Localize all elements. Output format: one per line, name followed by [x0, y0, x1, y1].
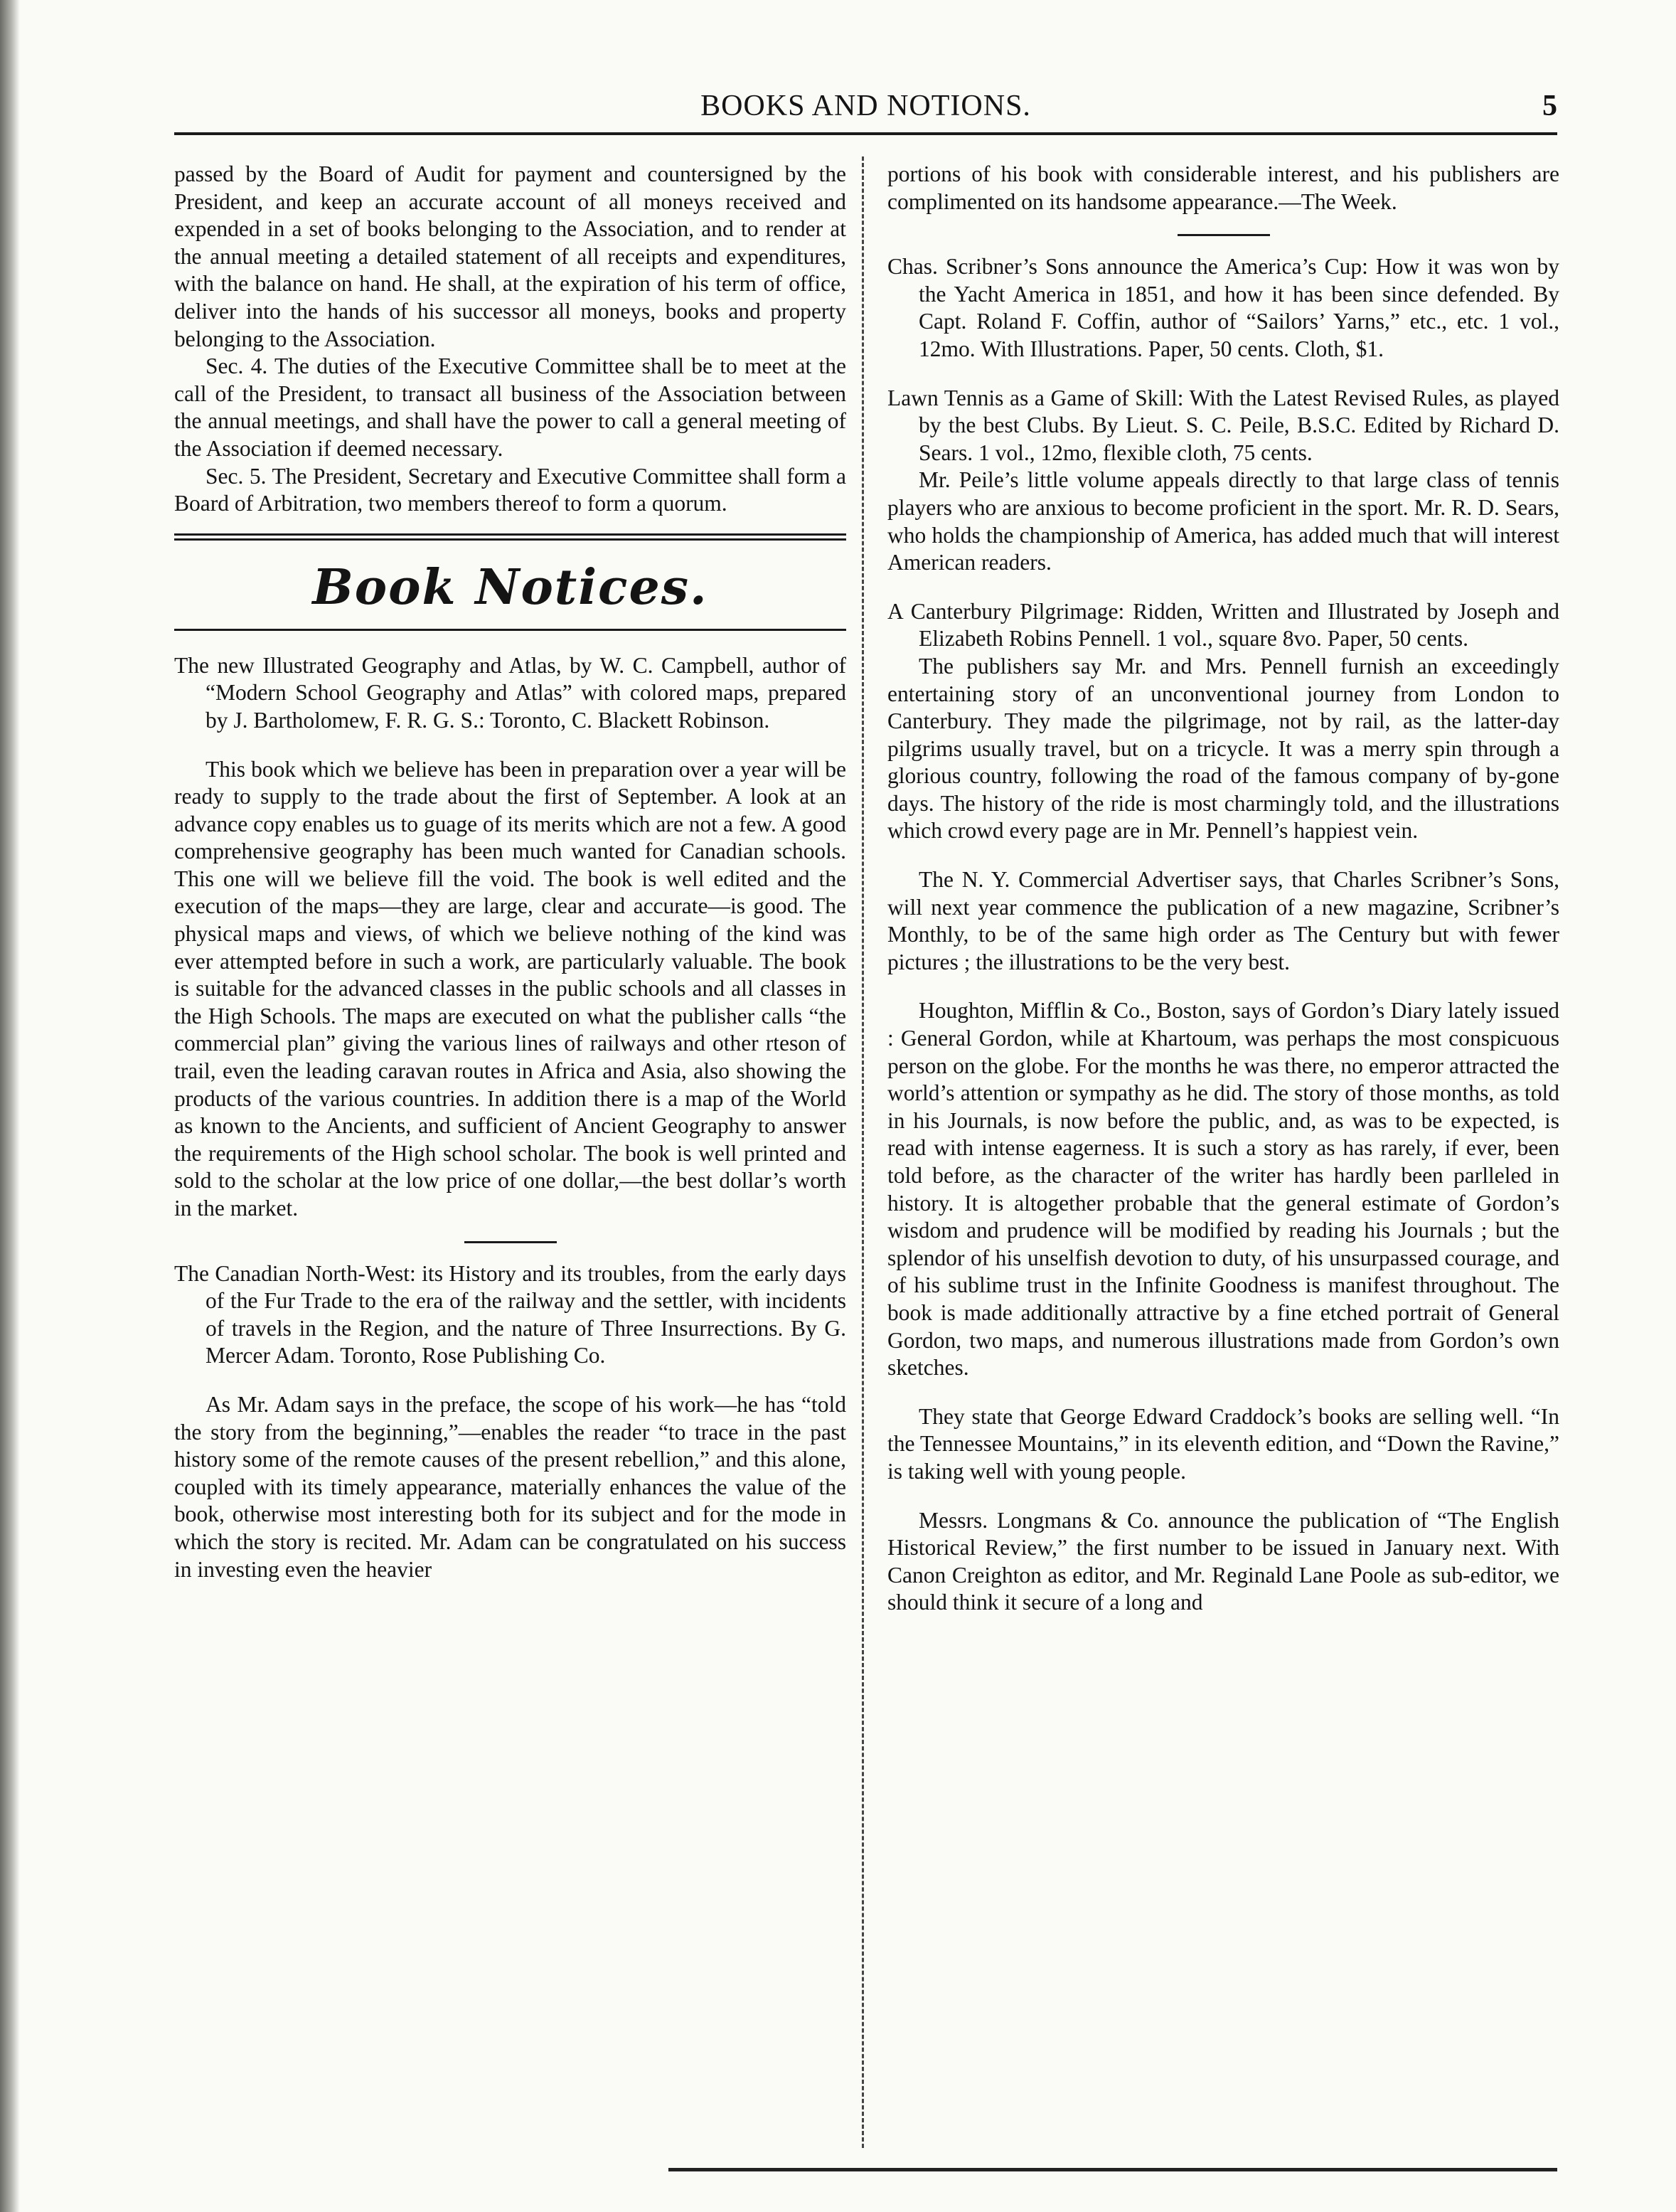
north-west-review: As Mr. Adam says in the preface, the scope of his work—he has “told the story from the beginning,”—enables the reader “to trace in the past history some of the remote causes of the present rebellion,” and this alone, coupled with its timely appearance, materially enhances the value of the book, otherwise most interesting both for its subject and for the mode in which the story is recited. Mr. Adam can be congratulated on his success in investing even the heavier: [174, 1391, 846, 1582]
geography-review: This book which we believe has been in preparation over a year will be ready to supply to the trade about the first of September. A look at an advance copy enables us to guage of its merits which are not a few. A good comprehensive geography has been much wanted for Canadian schools. This one will we believe fill the void. The book is well edited and the execution of the maps—they are large, clear and accurate—is good. The physical maps and views, of which we believe nothing of the kind was ever attempted before in such a work, are particularly valuable. The book is suitable for the advanced classes in the public schools and all classes in the High Schools. The maps are executed on what the publisher calls “the commercial plan” giving the various lines of railways and other rteson of trail, even the leading caravan routes in Africa and Asia, also showing the products of the various countries. In addition there is a map of the World as known to the Ancients, and sufficient of Ancient Geography to answer the requirements of the High school scholar. The book is well printed and sold to the scholar at the low price of one dollar,—the best dollar’s worth in the market.: [174, 756, 846, 1221]
heading-rule: [174, 629, 846, 631]
running-title: BOOKS AND NOTIONS.: [700, 90, 1031, 122]
north-west-book-title: The Canadian North-West: its History and its troubles, from the early days of the Fur Trade to the era of the railway and the settler, with incidents of travels in the Region, and the nature of Three Insurrections. By G. Mercer Adam. Toronto, Rose Publishing Co.: [174, 1260, 846, 1368]
right-column: [887, 161, 1559, 1617]
geography-book-title: The new Illustrated Geography and Atlas, by W. C. Campbell, author of “Modern School Geography and Atlas” with colored maps, prepared by J. Bartholomew, F. R. G. S.: Toronto, C. Blackett Robinson.: [174, 652, 846, 733]
canterbury-notice: A Canterbury Pilgrimage: Ridden, Written and Illustrated by Joseph and Elizabeth Robins Pennell. 1 vol., square 8vo. Paper, 50 cents.: [887, 598, 1559, 652]
section-4-paragraph: Sec. 4. The duties of the Executive Committee shall be to meet at the call of the President, to transact all business of the Association between the annual meetings, and shall have the power to call a general meeting of the Association if deemed necessary.: [174, 353, 846, 461]
lawn-tennis-notice: Lawn Tennis as a Game of Skill: With the Latest Revised Rules, as played by the best Clubs. By Lieut. S. C. Peile, B.S.C. Edited by Richard D. Sears. 1 vol., 12mo, flexible cloth, 75 cents.: [887, 385, 1559, 465]
section-double-rule: [174, 533, 846, 541]
column-divider: [862, 156, 864, 2148]
separator-rule: [1178, 234, 1270, 236]
association-duties-paragraph: passed by the Board of Audit for payment and countersigned by the President, and keep an accurate account of all moneys received and expended in a set of books belonging to the Association, and to render at the annual meeting a detailed statement of all receipts and expenditures, with the balance on hand. He shall, at the expiration of his term of office, deliver into the hands of his successor all moneys, books and property belonging to the Association.: [174, 161, 846, 351]
section-5-paragraph: Sec. 5. The President, Secretary and Executive Committee shall form a Board of Arbitration, two members thereof to form a quorum.: [174, 463, 846, 516]
book-notices-heading: Book Notices.: [312, 558, 708, 616]
gordon-diary-paragraph: Houghton, Mifflin & Co., Boston, says of Gordon’s Diary lately issued : General Gordon, while at Khartoum, was perhaps the most conspicuous person on the globe. For the months he was there, no emperor attracted the world’s attention or sympathy as he did. The story of those months, as told in his Journals, is now before the public, and, as was to be expected, is read with intense eagerness. It is such a story as has rarely, if ever, been told before, as the character of the writer has hardly been parlleled in history. It is altogether probable that the general estimate of Gordon’s wisdom and prudence will be modified by reading his Journals ; but the splendor of his unselfish devotion to duty, of his unsurpassed courage, and of his sublime trust in the Infinite Goodness is manifest throughout. The book is made additionally attractive by a fine etched portrait of General Gordon, two maps, and numerous illustrations made from Gordon’s own sketches.: [887, 998, 1559, 1381]
header-rule: [174, 132, 1557, 135]
page-spine-shadow: [0, 0, 20, 2212]
longmans-paragraph: Messrs. Longmans & Co. announce the publication of “The English Historical Review,” the first number to be issued in January next. With Canon Creighton as editor, and Mr. Reginald Lane Poole as sub-editor, we should think it secure of a long and: [887, 1507, 1559, 1615]
craddock-paragraph: They state that George Edward Craddock’s books are selling well. “In the Tennessee Mountains,” in its eleventh edition, and “Down the Ravine,” is taking well with young people.: [887, 1403, 1559, 1484]
commercial-advertiser-paragraph: The N. Y. Commercial Advertiser says, that Charles Scribner’s Sons, will next year commence the publication of a new magazine, Scribner’s Monthly, to be of the same high order as The Century but with fewer pictures ; the illustrations to be the very best.: [887, 867, 1559, 974]
the-week-continuation: portions of his book with considerable interest, and his publishers are complimented on its handsome appearance.—The Week.: [887, 161, 1559, 214]
canterbury-review: The publishers say Mr. and Mrs. Pennell furnish an exceedingly entertaining story of an unconventional journey from London to Canterbury. They made the pilgrimage, not by rail, as the latter-day pilgrims usually travel, but on a tricycle. It was a merry spin through a glorious country, following the road of the famous company of by-gone days. The history of the ride is most charmingly told, and the illustrations which crowd every page are in Mr. Pennell’s happiest vein.: [887, 653, 1559, 844]
left-column: [174, 161, 846, 1583]
page-number: 5: [1542, 90, 1557, 122]
footer-rule: [668, 2168, 1557, 2171]
lawn-tennis-review: Mr. Peile’s little volume appeals directly to that large class of tennis players who are anxious to become proficient in the sport. Mr. R. D. Sears, who holds the championship of America, has added much that will interest American readers.: [887, 467, 1559, 575]
separator-rule: [464, 1241, 557, 1243]
page-header: [174, 84, 1557, 128]
americas-cup-notice: Chas. Scribner’s Sons announce the America’s Cup: How it was won by the Yacht America in 1851, and how it has been since defended. By Capt. Roland F. Coffin, author of “Sailors’ Yarns,” etc., etc. 1 vol., 12mo. With Illustrations. Paper, 50 cents. Cloth, $1.: [887, 254, 1559, 361]
